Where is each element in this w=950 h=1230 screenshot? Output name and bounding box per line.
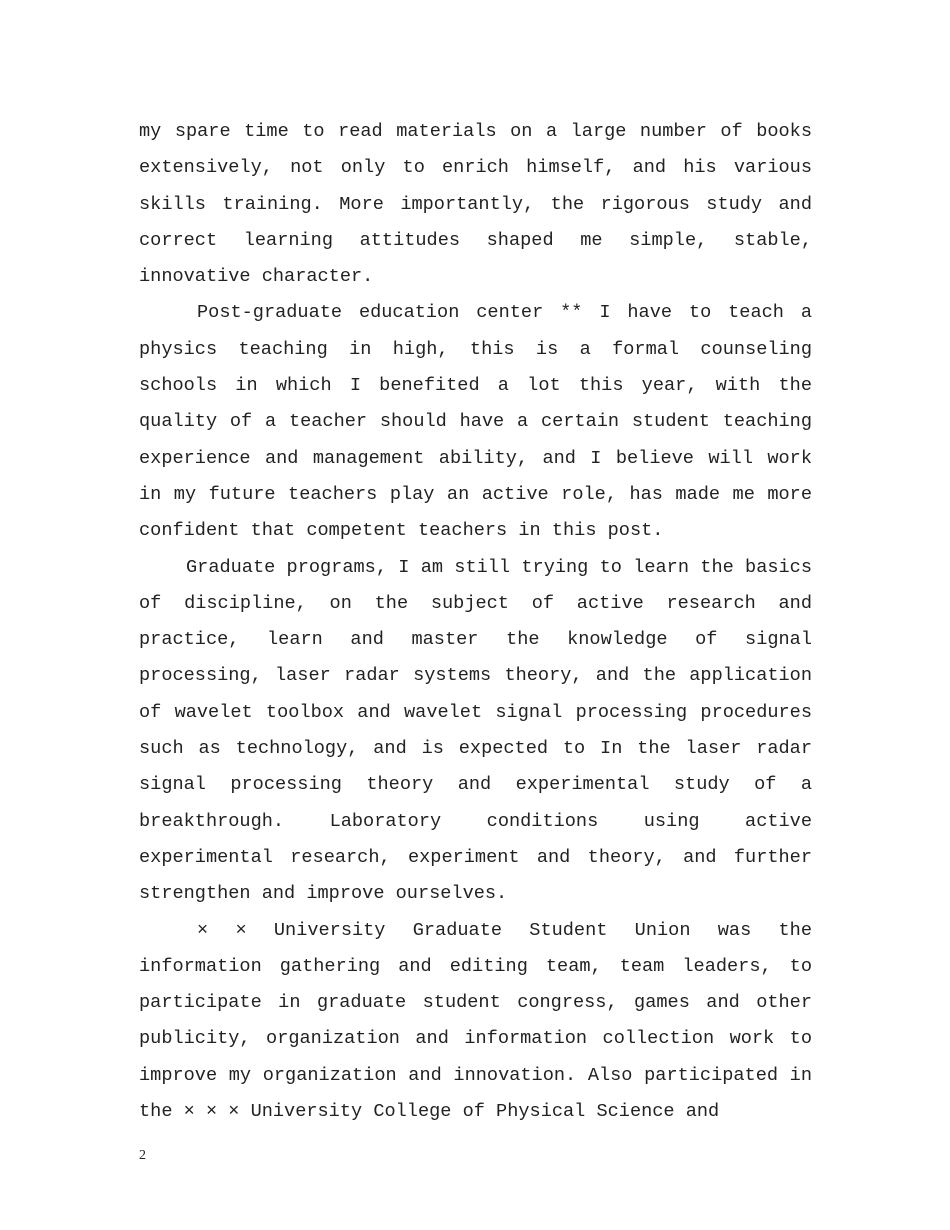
paragraph-4: × × University Graduate Student Union was the information gathering and editing team, team leaders, to participate in graduate student congress, games and other publicity, organization and information collection work to improve my organization and innovation. Also participated in the × × × University College of Physical Science and <box>139 919 812 1123</box>
paragraph-2: Post-graduate education center ** I have to teach a physics teaching in high, this is a formal counseling schools in which I benefited a lot this year, with the quality of a teacher should have a certain student teaching experience and management ability, and I believe will work in my future teachers play an active role, has made me more confident that competent teachers in this post. <box>139 302 812 542</box>
paragraph-1: my spare time to read materials on a large number of books extensively, not only to enrich himself, and his various skills training. More importantly, the rigorous study and correct learning attitudes shaped me simple, stable, innovative character. <box>139 121 812 288</box>
paragraph-3: Graduate programs, I am still trying to learn the basics of discipline, on the subject of active research and practice, learn and master the knowledge of signal processing, laser radar systems theory, and the application of wavelet toolbox and wavelet signal processing procedures such as technology, and is expected to In the laser radar signal processing theory and experimental study of a breakthrough. Laboratory conditions using active experimental research, experiment and theory, and further strengthen and improve ourselves. <box>139 556 812 905</box>
body-text <box>139 114 812 1130</box>
page-number: 2 <box>139 1148 146 1163</box>
